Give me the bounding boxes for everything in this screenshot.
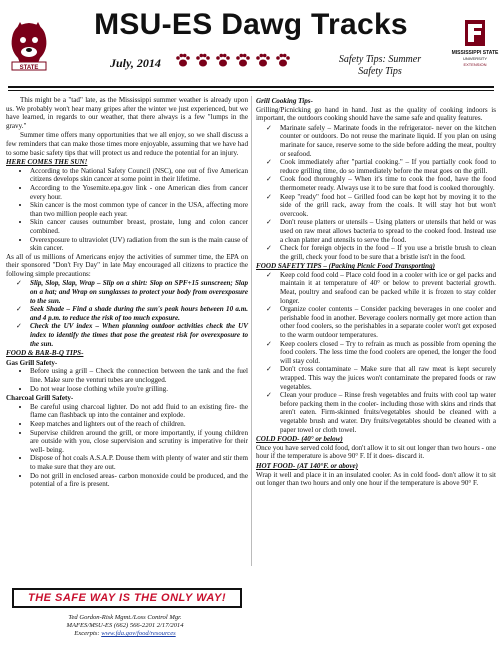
paw-print-icon <box>195 52 211 68</box>
list-item: • Keep matches and lighters out of the reach of children. <box>30 420 248 429</box>
grill-tips-list <box>256 124 496 262</box>
list-item: ✓ Keep coolers closed – Try to refrain as much as possible from opening the food coolers. The less time the food coolers are opened, the longer the food will stay cold. <box>280 340 496 366</box>
footer <box>0 614 250 638</box>
list-item: ✓ Check for foreign objects in the food – If you use a bristle brush to clean the grill, check your food to be sure that a bristle isn't in the food. <box>280 244 496 261</box>
header <box>0 0 502 92</box>
column-divider <box>251 96 252 566</box>
safety-banner <box>12 588 242 608</box>
list-item: ✓ Don't cross contaminate – Make sure that all raw meat is kept securely wrapped. This way the juices won't contaminate the prepared foods or raw vegetables. <box>280 365 496 391</box>
list-item: • Skin cancer is the most common type of cancer in the USA, affecting more than two million people each year. <box>30 201 248 218</box>
paw-print-icon <box>175 52 191 68</box>
banner-text: THE SAFE WAY IS THE ONLY WAY! <box>27 592 227 604</box>
cold-food-paragraph: Once you have served cold food, don't allow it to sit out longer than two hours - one hour if the temperature is above 90° F. If it does- discard it. <box>256 443 496 461</box>
intro-paragraph: This might be a "tad" late, as the Mississippi summer weather is already upon us. We probably won't hear many gripes after the winter we just experienced, but we have learned, in regards to our weather, that there always is a few "lumps in the gravy." <box>6 96 248 130</box>
hot-food-paragraph: Wrap it well and place it in an insulated cooler. As in cold food- don't allow it to sit out longer than two hours and only one hour if the temperature is above 90° F. <box>256 470 496 488</box>
sun-section-heading: HERE COMES THE SUN! <box>6 158 88 167</box>
list-item: • Overexposure to ultraviolet (UV) radiation from the sun is the main cause of skin cancer. <box>30 236 248 253</box>
gas-grill-heading: Gas Grill Safety- <box>6 358 58 367</box>
list-item: ✓ Marinate safely – Marinate foods in the refrigerator- never on the kitchen counter or outdoors. Do not reuse the marinate liquid. If you plan on using marinate for sauce, reserve some to the side before adding the meat, poultry or seafood. <box>280 124 496 158</box>
sun-facts-list <box>6 167 248 253</box>
logo-university: UNIVERSITY <box>462 56 488 61</box>
list-item: ✓ Cook immediately after "partial cooking." – If you partially cook food to reduce grilling time, do so immediately before the meat goes on the grill. <box>280 158 496 175</box>
newsletter-title: MSU-ES Dawg Tracks <box>94 8 408 41</box>
grill-paragraph: Grilling/Picnicking go hand in hand. Just as the quality of cooking indoors is important, the outdoors cooking should have the same safe and quality features. <box>256 105 496 123</box>
list-item: • Be careful using charcoal lighter. Do not add fluid to an existing fire- the flame can flashback up into the container and explode. <box>30 403 248 420</box>
paw-print-icon <box>275 52 291 68</box>
list-item: • According to the National Safety Council (NSC), one out of five American citizens develops skin cancer at some point in their lifetime. <box>30 167 248 184</box>
paw-prints <box>175 52 291 68</box>
list-item: ✓ Clean your produce – Rinse fresh vegetables and fruits with cool tap water before packing them in the cooler- including those with skins and rinds that aren't eaten. Firm-skinned fruits/vegetables should be cleaned with a vegetable brush and water. Dry fruits/vegetables should be cleaned with a paper towel or cloth towel. <box>280 391 496 434</box>
list-item: • Before using a grill – Check the connection between the tank and the fuel line. Make sure the venturi tubes are unclogged. <box>30 367 248 384</box>
issue-date: July, 2014 <box>110 56 161 70</box>
grill-tips-heading: Grill Cooking Tips- <box>256 97 313 105</box>
picnic-section-heading: FOOD SAFETY TIPS – (Packing Picnic Food Transporting) <box>256 262 435 271</box>
topic-line-2: Safety Tips <box>358 66 402 77</box>
picnic-tips-list <box>256 271 496 434</box>
issue-topic <box>320 54 440 78</box>
list-item: ✓ Organize cooler contents – Consider packing beverages in one cooler and perishable food in another. Beverage coolers normally get more action than other food coolers, so the perishables in a separate cooler won't get exposed to the warm outdoor temperatures. <box>280 305 496 339</box>
hot-food-heading: HOT FOOD- (AT 140°F. or above) <box>256 461 359 470</box>
left-column <box>6 96 248 489</box>
cold-food-heading: COLD FOOD- (40° or below) <box>256 435 343 444</box>
logo-wordmark: MISSISSIPPI STATE <box>451 50 499 56</box>
charcoal-grill-heading: Charcoal Grill Safety- <box>6 394 74 403</box>
list-item: ✓ Check the UV index – When planning outdoor activities check the UV index to identify the times that pose the greatest risk for overexposure to the sun. <box>30 322 248 348</box>
sun-tips-list <box>6 279 248 348</box>
header-divider <box>8 86 494 88</box>
excerpts-label: Excerpts: <box>74 630 100 637</box>
list-item: ✓ Don't reuse platters or utensils – Using platters or utensils that held or was used on raw meat allows bacteria to spread to the cooked food. Instead use a clean platter and utensils to serve the food. <box>280 218 496 244</box>
msu-extension-logo-icon <box>451 18 499 72</box>
list-item: ✓ Slip, Slop, Slap, Wrap – Slip on a shirt: Slop on SPF+15 sunscreen; Slap on a hat; and Wrap on sunglasses to protect your body from overexposure to the sun. <box>30 279 248 305</box>
footer-excerpts <box>0 630 250 638</box>
right-column <box>256 96 496 489</box>
list-item: • According to the Yosemite.epa.gov link - one American dies from cancer every hour. <box>30 184 248 201</box>
food-section-heading: FOOD & BAR-B-Q TIPS- <box>6 349 84 358</box>
resource-link[interactable]: www.fda.gov/food/resources <box>101 630 176 637</box>
logo-extension: EXTENSION <box>463 62 487 67</box>
list-item: • Do not wear loose clothing while you're grilling. <box>30 385 248 394</box>
list-item: ✓ Keep "ready" food hot – Grilled food can be kept hot by moving it to the side of the grill rack, away from the coals. It will stay hot but won't overcook. <box>280 193 496 219</box>
list-item: • Skin cancer causes outnumber breast, prostate, lung and colon cancer combined. <box>30 218 248 235</box>
sun-paragraph: As all of us millions of Americans enjoy the activities of summer time, the EPA on their sponsored "Don't Fry Day" in late May encouraged all citizens to practice the following simple precautions: <box>6 252 248 278</box>
paw-print-icon <box>235 52 251 68</box>
paw-print-icon <box>215 52 231 68</box>
gas-grill-list <box>6 367 248 393</box>
footer-author: Ted Gordon-Risk Mgmt./Loss Control Mgr. <box>68 614 182 621</box>
list-item: • Supervise children around the grill, or more importantly, if young children are outside with you, close supervision and scrutiny is imperative for their well- being. <box>30 429 248 455</box>
footer-contact: MAFES/MSU-ES (662) 566-2201 2/17/2014 <box>66 622 184 629</box>
svg-text:STATE: STATE <box>19 65 39 71</box>
list-item: • Dispose of hot coals A.S.A.P. Douse them with plenty of water and stir them to make sure that they are out. <box>30 454 248 471</box>
list-item: • Do not grill in enclosed areas- carbon monoxide could be produced, and the potential of a fire is present. <box>30 472 248 489</box>
charcoal-grill-list <box>6 403 248 489</box>
list-item: ✓ Seek Shade – Find a shade during the sun's peak hours between 10 a.m. and 4 p.m. to reduce the risk of too much exposure. <box>30 305 248 322</box>
list-item: ✓ Keep cold food cold – Place cold food in a cooler with ice or gel packs and maintain it at temperature of 40° or below to prevent bacterial growth. Meat, poultry and seafood can be packed while it is frozen to stay colder longer. <box>280 271 496 305</box>
topic-line-1: Safety Tips: Summer <box>338 54 422 65</box>
paw-print-icon <box>255 52 271 68</box>
intro-paragraph-2: Summer time offers many opportunities that we all enjoy, so we shall discuss a few reminders that can make those times more enjoyable, assuming that we have had to some basic safety tips that will protect us and reduce the potential for an injury. <box>6 131 248 157</box>
header-divider-thin <box>8 90 494 91</box>
list-item: ✓ Cook food thoroughly – When it's time to cook the food, have the food thermometer ready. Always use it to be sure that food is cooked thoroughly. <box>280 175 496 192</box>
